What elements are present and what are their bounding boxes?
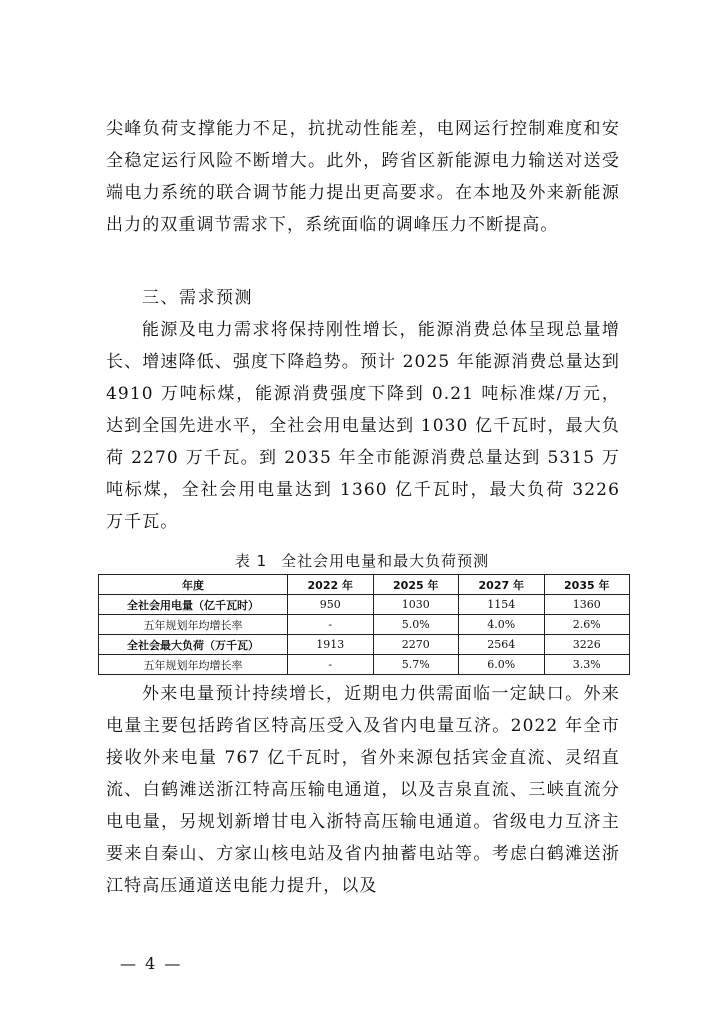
- header-cell: 2035 年: [544, 575, 630, 595]
- table-cell: 1360: [544, 595, 630, 615]
- table-row: [99, 655, 630, 675]
- header-cell: 2027 年: [459, 575, 545, 595]
- table-cell: 2.6%: [544, 615, 630, 635]
- table-cell: -: [288, 655, 374, 675]
- table-header-row: [99, 575, 630, 595]
- table-cell: 6.0%: [459, 655, 545, 675]
- table-cell: 1154: [459, 595, 545, 615]
- paragraph-1: 尖峰负荷支撑能力不足，抗扰动性能差，电网运行控制难度和安全稳定运行风险不断增大。此外，跨省区新能源电力输送对送受端电力系统的联合调节能力提出更高要求。在本地及外来新能源出力的双重调节需求下，系统面临的调峰压力不断提高。: [106, 119, 620, 235]
- table-cell: 2270: [373, 635, 459, 655]
- header-cell: 2025 年: [373, 575, 459, 595]
- table-caption-number: 表 1: [234, 552, 268, 570]
- table-cell: -: [288, 615, 374, 635]
- section-heading: 三、需求预测: [142, 288, 253, 308]
- table-cell: 1030: [373, 595, 459, 615]
- page-number: — 4 —: [120, 954, 183, 973]
- header-cell: 年度: [99, 575, 288, 595]
- table-row: [99, 635, 630, 655]
- table-cell: 950: [288, 595, 374, 615]
- row-label: 全社会用电量（亿千瓦时）: [99, 595, 288, 615]
- table-cell: 2564: [459, 635, 545, 655]
- table-cell: 5.7%: [373, 655, 459, 675]
- table-cell: 4.0%: [459, 615, 545, 635]
- table-cell: 3.3%: [544, 655, 630, 675]
- table-cell: 3226: [544, 635, 630, 655]
- row-label: 五年规划年均增长率: [99, 615, 288, 635]
- table-row: [99, 615, 630, 635]
- header-cell: 2022 年: [288, 575, 374, 595]
- table-caption-title: 全社会用电量和最大负荷预测: [281, 552, 490, 570]
- row-label: 五年规划年均增长率: [99, 655, 288, 675]
- table-cell: 5.0%: [373, 615, 459, 635]
- forecast-table: [98, 574, 630, 675]
- paragraph-3: 外来电量预计持续增长，近期电力供需面临一定缺口。外来电量主要包括跨省区特高压受入及省内电量互济。2022 年全市接收外来电量 767 亿千瓦时，省外来源包括宾金直流、灵绍直流、白鹤滩送浙江特高压输电通道，以及吉泉直流、三峡直流分电电量，另规划新增甘电入浙特高压输电通道。省级电力互济主要来自秦山、方家山核电站及省内抽蓄电站等。考虑白鹤滩送浙江特高压通道送电能力提升，以及: [106, 684, 620, 896]
- table-cell: 1913: [288, 635, 374, 655]
- paragraph-2: 能源及电力需求将保持刚性增长，能源消费总体呈现总量增长、增速降低、强度下降趋势。预计 2025 年能源消费总量达到 4910 万吨标煤，能源消费强度下降到 0.21 吨标准煤/万元，达到全国先进水平，全社会用电量达到 1030 亿千瓦时，最大负荷 2270 万千瓦。到 2035 年全市能源消费总量达到 5315 万吨标煤，全社会用电量达到 1360 亿千瓦时，最大负荷 3226 万千瓦。: [106, 320, 620, 532]
- table-row: [99, 595, 630, 615]
- row-label: 全社会最大负荷（万千瓦）: [99, 635, 288, 655]
- table-caption: [0, 550, 724, 572]
